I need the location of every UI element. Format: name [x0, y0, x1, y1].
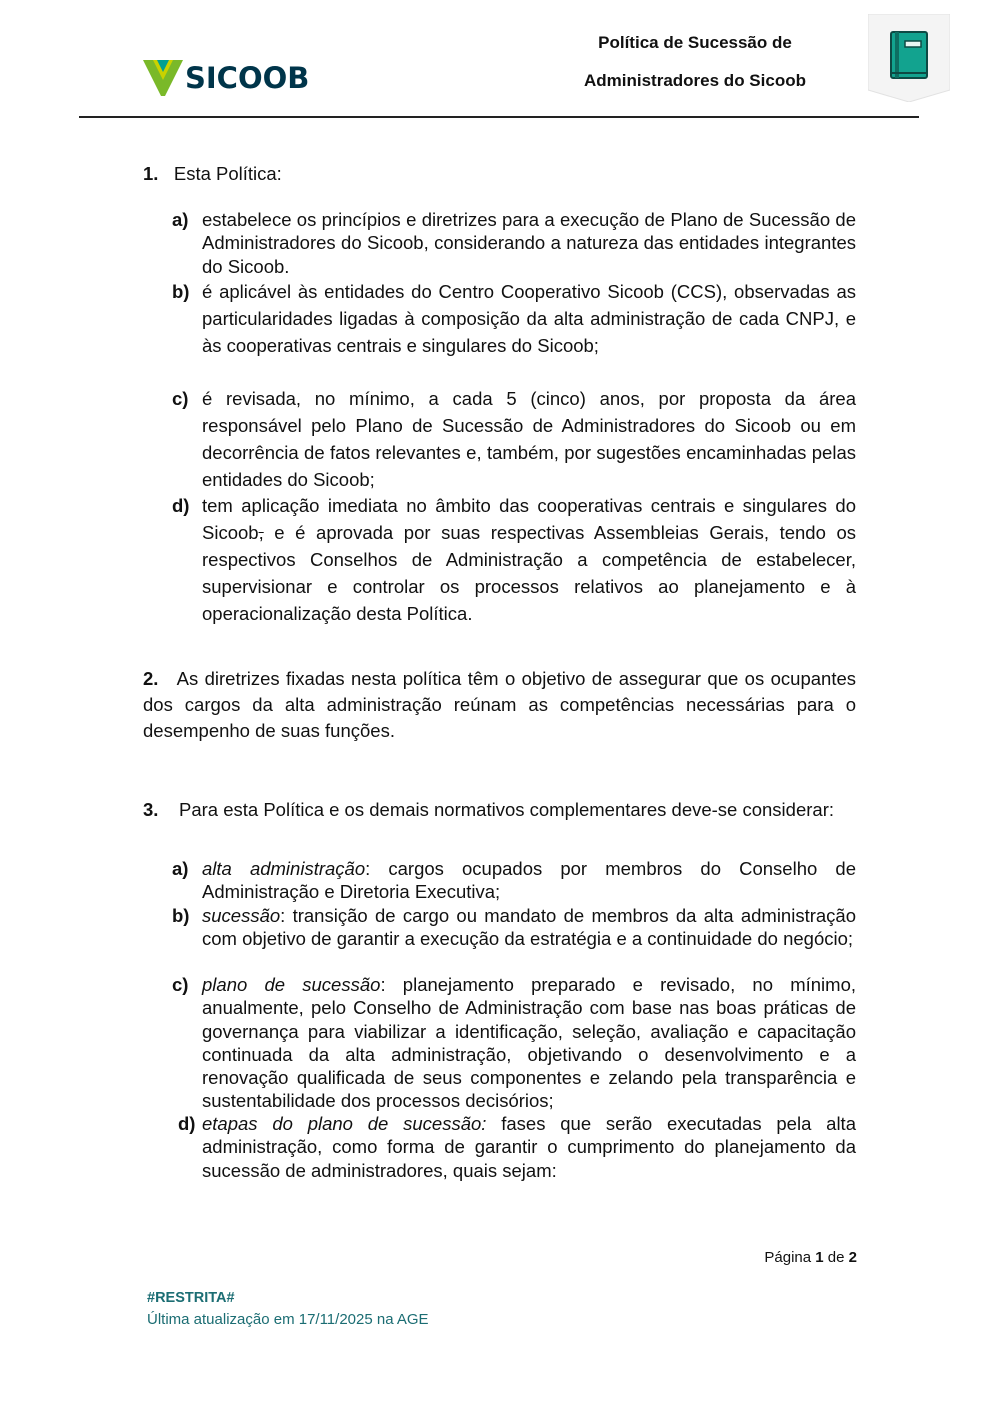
item-text: [202, 1112, 856, 1182]
section-1-item-a: [172, 208, 856, 278]
book-icon: [868, 14, 950, 102]
section-1-item-d: [172, 492, 856, 627]
section-3-paragraph: [143, 798, 856, 821]
sicoob-logo: [143, 58, 309, 98]
item-marker: a): [172, 858, 189, 879]
sicoob-logo-icon: [143, 58, 183, 98]
item-marker: b): [172, 905, 190, 926]
section-1-item-c: [172, 385, 856, 493]
page-of: de: [827, 1249, 845, 1266]
page-word: Página: [764, 1249, 812, 1266]
classification-label: #RESTRITA#: [147, 1290, 235, 1306]
item-text: estabelece os princípios e diretrizes para a execução de Plano de Sucessão de Administradores do Sicoob, considerando a natureza das entidades integrantes do Sicoob.: [202, 209, 856, 277]
item-text-part-b: e é aprovada por suas respectivas Assembleias Gerais, tendo os respectivos Conselhos de Administração a competência de estabelecer, supervisionar e controlar os processos relativos ao planejamento e à operacionalização desta Política.: [202, 522, 856, 624]
item-term: plano de sucessão: [202, 974, 381, 995]
item-marker: d): [172, 495, 190, 516]
section-1-number: 1.: [143, 163, 159, 184]
item-text: [202, 857, 856, 904]
section-2-paragraph: [143, 666, 856, 744]
section-1-heading: [143, 161, 856, 187]
section-3-item-d: [178, 1112, 856, 1182]
item-marker: c): [172, 974, 189, 995]
item-term: alta administração: [202, 858, 366, 879]
logo-text: SICOOB: [185, 61, 310, 95]
item-text: [202, 904, 856, 951]
item-definition: fases que serão executadas pela alta administração, como forma de garantir o cumprimento do planejamento da sucessão de administradores, quais sejam:: [202, 1113, 856, 1181]
document-title-line1: Política de Sucessão de: [598, 33, 792, 52]
page-current: 1: [815, 1249, 824, 1266]
item-text: é aplicável às entidades do Centro Cooperativo Sicoob (CCS), observadas as particularidades ligadas à composição da alta administração de cada CNPJ, e às cooperativas centrais e singulares do Sicoob;: [202, 281, 856, 356]
book-badge: [868, 14, 950, 102]
item-text-part-a: tem aplicação imediata no âmbito das cooperativas centrais e singulares do Sicoob: [202, 495, 856, 543]
item-term: sucessão: [202, 905, 281, 926]
item-term: etapas do plano de sucessão:: [202, 1113, 487, 1134]
header-rule: [79, 116, 919, 118]
item-definition: : transição de cargo ou mandato de membros da alta administração com objetivo de garantir a execução da estratégia e a continuidade do negócio;: [202, 905, 856, 950]
item-marker: b): [172, 281, 190, 302]
item-definition: : cargos ocupados por membros do Conselho de Administração e Diretoria Executiva;: [202, 858, 856, 903]
item-marker: a): [172, 209, 189, 230]
section-3-text: Para esta Política e os demais normativos complementares deve-se considerar:: [179, 799, 834, 820]
struck-comma: ,: [258, 522, 264, 543]
page-number: [700, 1249, 857, 1266]
section-2-number: 2.: [143, 668, 159, 689]
section-1-heading-text: Esta Política:: [173, 163, 282, 184]
item-definition: : planejamento preparado e revisado, no mínimo, anualmente, pelo Conselho de Administração com base nas boas práticas de governança para viabilizar a identificação, seleção, avaliação e capacitação continuada da alta administração, objetivando o desenvolvimento e a renovação qualificada de seus componentes e zelando pela transparência e sustentabilidade dos processos decisórios;: [202, 974, 857, 1112]
document-title-line2: Administradores do Sicoob: [584, 71, 806, 90]
item-text: [202, 492, 856, 627]
section-3-number: 3.: [143, 799, 159, 820]
section-1-item-b: [172, 278, 856, 359]
section-3-item-c: [172, 973, 856, 1113]
item-text: [202, 973, 856, 1113]
item-marker: d): [178, 1113, 196, 1134]
section-3-item-b: [172, 904, 856, 951]
item-text: é revisada, no mínimo, a cada 5 (cinco) anos, por proposta da área responsável pelo Plano de Sucessão de Administradores do Sicoob ou em decorrência de fatos relevantes e, também, por sugestões encaminhadas pelas entidades do Sicoob;: [202, 388, 856, 490]
section-2-text: As diretrizes fixadas nesta política têm o objetivo de assegurar que os ocupantes dos cargos da alta administração reúnam as competências necessárias para o desempenho de suas funções.: [143, 668, 856, 741]
item-marker: c): [172, 388, 189, 409]
last-updated: Última atualização em 17/11/2025 na AGE: [147, 1311, 429, 1328]
section-3-item-a: [172, 857, 856, 904]
page-total: 2: [848, 1249, 857, 1266]
